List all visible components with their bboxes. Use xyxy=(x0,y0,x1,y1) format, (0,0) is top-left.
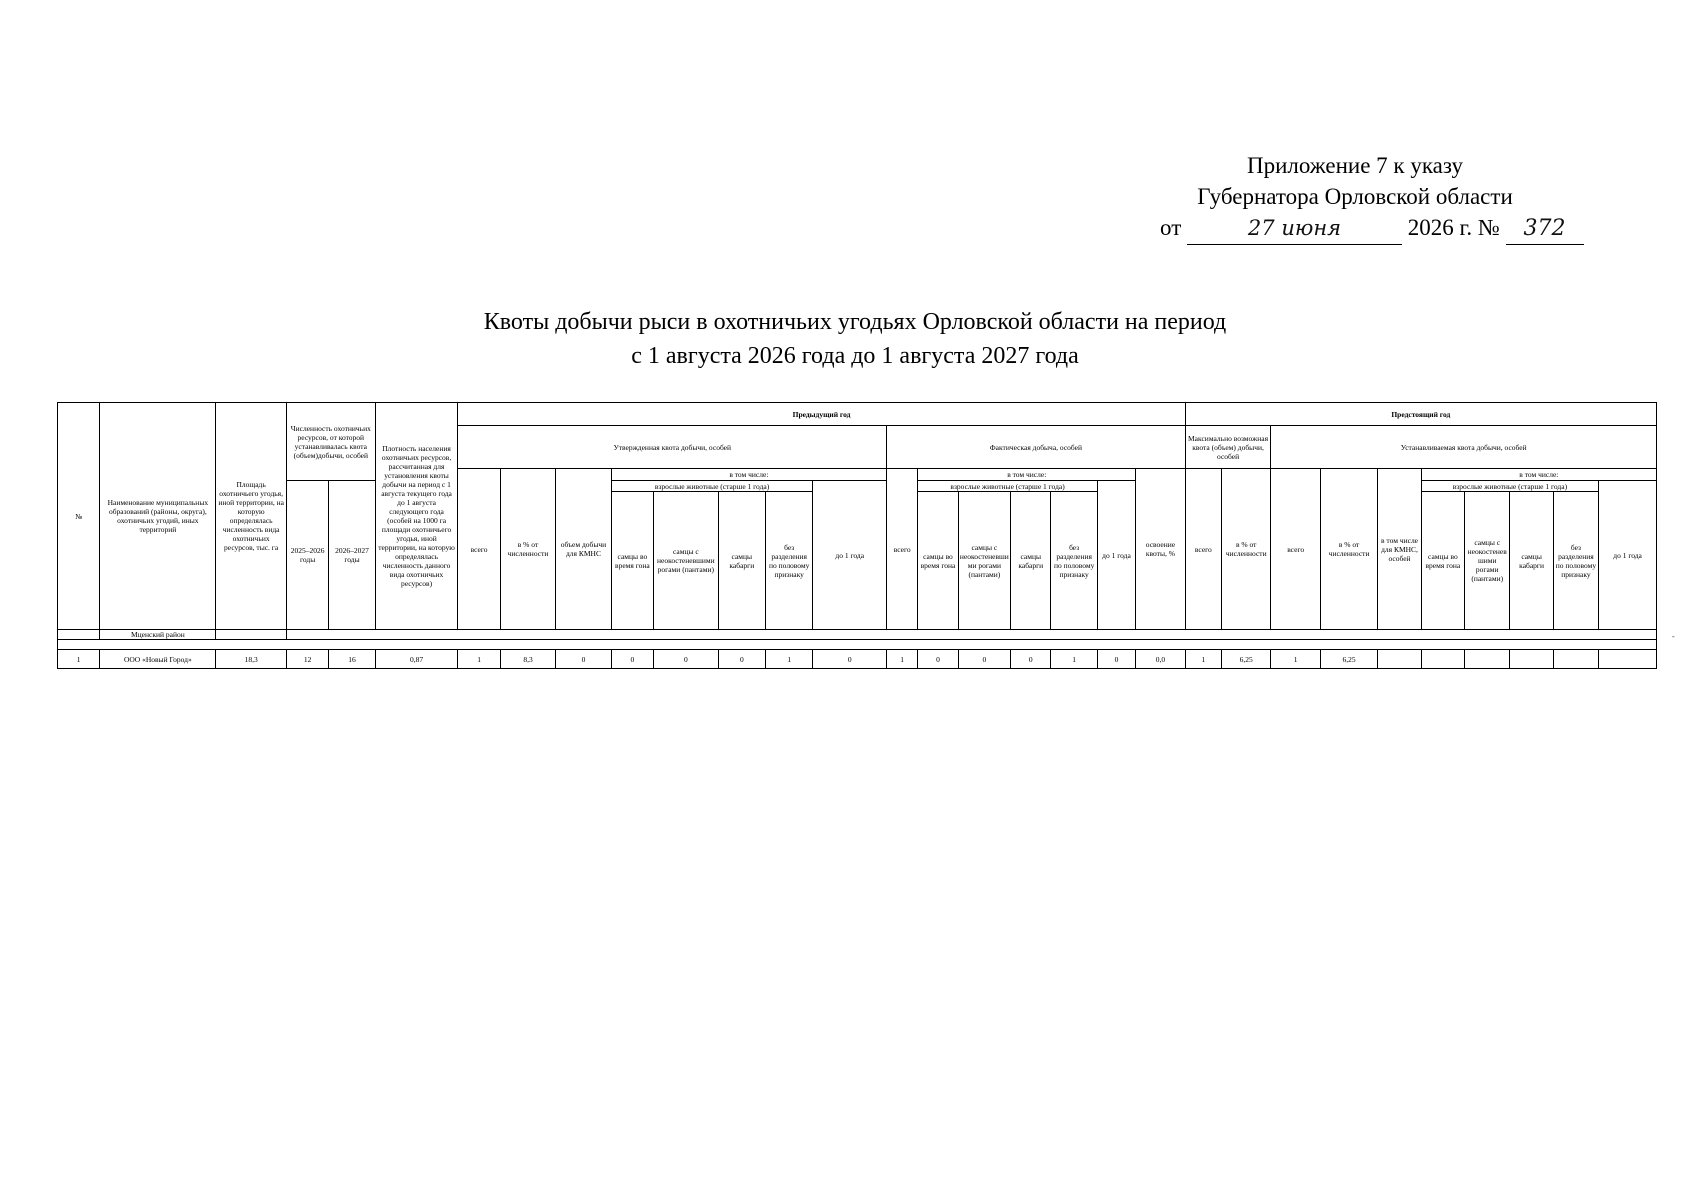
handwritten-date: 27 июня xyxy=(1187,213,1402,245)
header-pop-2025: 2025–2026 годы xyxy=(286,481,328,630)
header-act-males-rut: самцы во время гона xyxy=(918,492,958,630)
cell-prev-antlers: 0 xyxy=(654,650,719,669)
cell-set-total: 1 xyxy=(1271,650,1320,669)
header-prev-antlers: самцы с неокостеневшими рогами (пантами) xyxy=(654,492,719,630)
cell-act-under-1: 0 xyxy=(1097,650,1135,669)
cell-pop-2026: 16 xyxy=(329,650,375,669)
cell-max-pct: 6,25 xyxy=(1222,650,1271,669)
appendix-line-1: Приложение 7 к указу xyxy=(1246,153,1463,178)
handwritten-number: 372 xyxy=(1506,213,1584,245)
header-actual-harvest: Фактическая добыча, особей xyxy=(887,426,1186,469)
cell-set-males-rut xyxy=(1421,650,1464,669)
header-approved-quota: Утвержденная квота добычи, особей xyxy=(458,426,887,469)
header-name: Наименование муниципальных образований (районы, округа), охотничьих угодий, иных территорий xyxy=(100,403,216,630)
header-prev-males-rut: самцы во время гона xyxy=(611,492,653,630)
cell-act-no-sex: 1 xyxy=(1051,650,1097,669)
cell-set-no-sex xyxy=(1553,650,1598,669)
header-previous-year: Предыдущий год xyxy=(458,403,1185,426)
document-title xyxy=(350,305,1360,373)
header-set-pct: в % от численности xyxy=(1320,469,1377,630)
header-no: № xyxy=(58,403,100,630)
header-set-males-rut: самцы во время гона xyxy=(1421,492,1464,630)
cell-no: 1 xyxy=(58,650,100,669)
cell-act-musk: 0 xyxy=(1011,650,1051,669)
header-set-no-sex: без разделения по половому признаку xyxy=(1553,492,1598,630)
header-population: Численность охотничьих ресурсов, от которой устанавливалась квота (объем)добычи, особей xyxy=(286,403,375,481)
header-prev-no-sex: без разделения по половому признаку xyxy=(766,492,813,630)
header-set-musk: самцы кабарги xyxy=(1510,492,1553,630)
header-prev-adults: взрослые животные (старше 1 года) xyxy=(611,481,813,492)
header-set-under-1: до 1 года xyxy=(1599,481,1657,630)
cell-max-total: 1 xyxy=(1185,650,1221,669)
header-act-total: всего xyxy=(887,469,918,630)
header-act-musk: самцы кабарги xyxy=(1011,492,1051,630)
cell-prev-no-sex: 1 xyxy=(766,650,813,669)
header-set-antlers: самцы с неокостеневшими рогами (пантами) xyxy=(1465,492,1510,630)
cell-area: 18,3 xyxy=(216,650,287,669)
title-line-2: с 1 августа 2026 года до 1 августа 2027 года xyxy=(631,343,1079,369)
table-row xyxy=(58,650,1657,669)
header-pop-2026: 2026–2027 годы xyxy=(329,481,375,630)
header-prev-pct: в % от численности xyxy=(500,469,555,630)
header-prev-musk: самцы кабарги xyxy=(718,492,765,630)
cell-act-total: 1 xyxy=(887,650,918,669)
cell-set-musk xyxy=(1510,650,1553,669)
header-prev-including: в том числе: xyxy=(611,469,886,481)
cell-prev-musk: 0 xyxy=(718,650,765,669)
cell-act-males-rut: 0 xyxy=(918,650,958,669)
header-set-adults: взрослые животные (старше 1 года) xyxy=(1421,481,1598,492)
cell-set-under-1 xyxy=(1599,650,1657,669)
cell-set-kmns xyxy=(1378,650,1421,669)
cell-set-pct: 6,25 xyxy=(1320,650,1377,669)
header-prev-under-1: до 1 года xyxy=(813,481,887,630)
cell-prev-males-rut: 0 xyxy=(611,650,653,669)
year-label: 2026 г. № xyxy=(1407,215,1500,240)
cell-pop-2025: 12 xyxy=(286,650,328,669)
header-act-adults: взрослые животные (старше 1 года) xyxy=(918,481,1098,492)
appendix-block xyxy=(1150,150,1566,245)
header-act-including: в том числе: xyxy=(918,469,1136,481)
margin-mark: - xyxy=(1672,632,1675,641)
header-set-including: в том числе: xyxy=(1421,469,1656,481)
header-density: Плотность населения охотничьих ресурсов, рассчитанная для установления квоты добычи на период с 1 августа текущего года до 1 августа следующего года (особей на 1000 га площади охотничьего угодья, иной территории, на которую определялась численность данного вида охотничьих ресурсов) xyxy=(375,403,458,630)
cell-name: ООО «Новый Город» xyxy=(100,650,216,669)
district-name: Мценский район xyxy=(100,630,216,640)
from-label: от xyxy=(1160,215,1182,240)
header-max-possible: Максимально возможная квота (объем) добычи, особей xyxy=(1185,426,1271,469)
cell-prev-pct: 8,3 xyxy=(500,650,555,669)
header-act-no-sex: без разделения по половому признаку xyxy=(1051,492,1097,630)
header-max-pct: в % от численности xyxy=(1222,469,1271,630)
cell-act-use: 0,0 xyxy=(1136,650,1186,669)
header-set-kmns: в том числе для КМНС, особей xyxy=(1378,469,1421,630)
header-prev-kmns: объем добычи для КМНС xyxy=(556,469,611,630)
title-line-1: Квоты добычи рыси в охотничьих угодьях Орловской области на период xyxy=(483,309,1227,335)
header-prev-total: всего xyxy=(458,469,500,630)
header-act-under-1: до 1 года xyxy=(1097,481,1135,630)
header-area: Площадь охотничьего угодья, иной территории, на которую определялась численность вида охотничьих ресурсов, тыс. га xyxy=(216,403,287,630)
header-act-use: освоение квоты, % xyxy=(1136,469,1186,630)
appendix-line-3 xyxy=(1150,212,1566,245)
header-upcoming-year: Предстоящий год xyxy=(1185,403,1656,426)
header-act-antlers: самцы с неокостеневшими рогами (пантами) xyxy=(958,492,1010,630)
cell-density: 0,87 xyxy=(375,650,458,669)
header-set-total: всего xyxy=(1271,469,1320,630)
header-set-quota: Устанавливаемая квота добычи, особей xyxy=(1271,426,1657,469)
header-max-total: всего xyxy=(1185,469,1221,630)
cell-act-antlers: 0 xyxy=(958,650,1010,669)
cell-set-antlers xyxy=(1465,650,1510,669)
cell-prev-total: 1 xyxy=(458,650,500,669)
cell-prev-kmns: 0 xyxy=(556,650,611,669)
cell-prev-under-1: 0 xyxy=(813,650,887,669)
quota-table xyxy=(57,402,1657,669)
appendix-line-2: Губернатора Орловской области xyxy=(1197,184,1513,209)
